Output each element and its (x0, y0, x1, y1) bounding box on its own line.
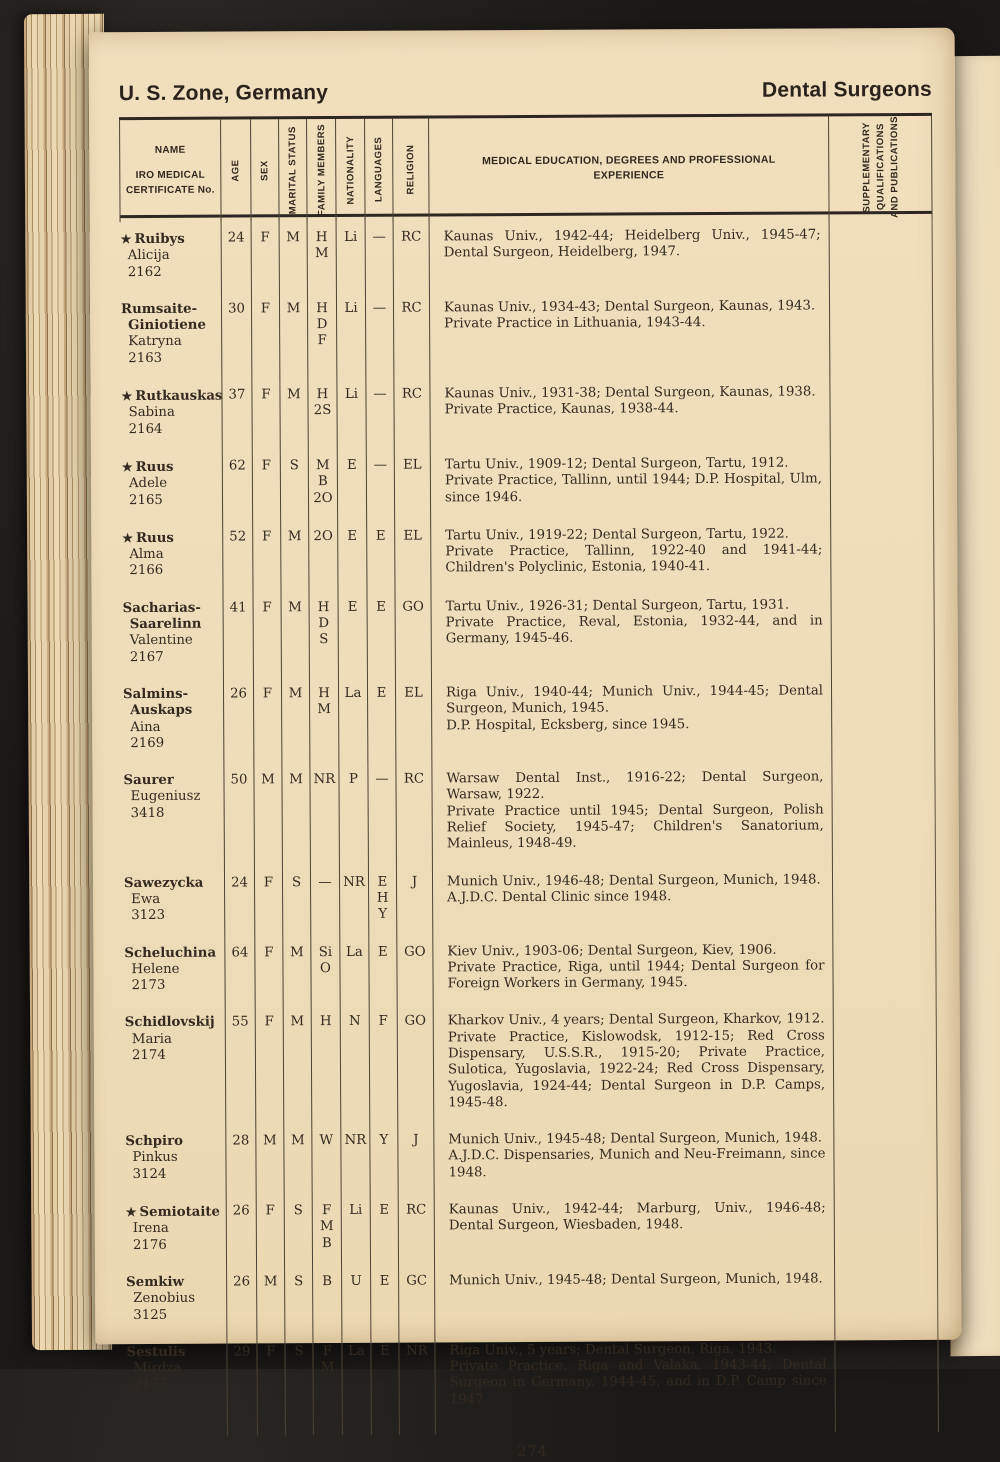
experience-cell (434, 1337, 834, 1434)
nationality-cell: La (338, 682, 367, 768)
name-cell (122, 769, 224, 872)
family-member-code: H (316, 300, 328, 316)
family-members-cell (307, 297, 336, 383)
family-member-code: — (318, 874, 332, 890)
name-column-header (119, 120, 221, 222)
language-code: — (372, 229, 386, 245)
supplementary-cell (833, 1007, 938, 1126)
age-cell: 28 (225, 1130, 255, 1200)
languages-cell (369, 1129, 397, 1199)
age-cell: 55 (225, 1011, 256, 1130)
family-member-code: M (314, 246, 329, 262)
name-header-line: CERTIFICATE No. (125, 184, 215, 197)
experience-column-header: MEDICAL EDUCATION, DEGREES AND PROFESSIONAL EXPERIENCE (428, 116, 829, 220)
directory-table (119, 113, 939, 1436)
family-member-code: D (318, 616, 330, 632)
family-member-code: H (317, 599, 330, 615)
marital-status-cell: M (280, 525, 308, 596)
experience-paragraph: Private Practice until 1945; Dental Surgeon, Polish Relief Society, 1945-47; Children's Sanatorium, Mainleus, 1948-49. (446, 802, 824, 852)
experience-paragraph: Kiev Univ., 1903-06; Dental Surgeon, Kiev, 1906. (447, 942, 777, 959)
certificate-number: 2174 (131, 1047, 166, 1064)
family-member-code: B (321, 1235, 332, 1251)
surname-line: Sawezycka (123, 875, 204, 891)
experience-cell (431, 679, 831, 767)
certificate-number: 2165 (128, 492, 163, 508)
given-name: Adele (128, 476, 168, 492)
experience-paragraph: Kaunas Univ., 1942-44; Heidelberg Univ., 1945-47; Dental Surgeon, Heidelberg, 1947. (443, 227, 821, 261)
family-members-cell (309, 682, 338, 768)
family-member-code: O (319, 960, 331, 976)
family-members-cell (309, 768, 339, 871)
family-member-code: H (318, 685, 330, 702)
experience-paragraph: Private Practice in Lithuania, 1943-44. (444, 315, 706, 332)
certificate-number: 2173 (131, 977, 166, 994)
sex-cell: F (252, 454, 280, 525)
sex-cell: M (253, 768, 282, 871)
sex-cell: F (253, 682, 281, 768)
name-cell (125, 1200, 226, 1271)
surname-line: Scheluchina (124, 945, 217, 961)
given-name: Katryna (128, 334, 182, 350)
marital-status-cell: M (281, 596, 309, 682)
surname-line: Sacharias- (122, 600, 201, 616)
family-member-code: H (315, 230, 328, 246)
given-name: Eugeniusz (130, 789, 201, 805)
language-code: E (379, 1273, 390, 1289)
experience-cell (429, 214, 829, 296)
family-member-code: H (319, 1014, 332, 1030)
surname-line: Sestulis (126, 1344, 186, 1360)
supplementary-cell (831, 593, 935, 680)
family-members-cell (310, 940, 339, 1010)
family-member-code: W (319, 1133, 334, 1149)
surname-line: ★ Ruibys (120, 231, 185, 248)
experience-paragraph: Private Practice, Tallinn, 1922-40 and 1941-44; Children's Polyclinic, Estonia, 1940-41. (445, 542, 823, 576)
supplementary-cell (831, 679, 935, 766)
experience-cell (434, 1267, 834, 1339)
marital-status-cell: S (282, 871, 310, 941)
given-name: Valentine (129, 633, 193, 649)
name-cell (121, 525, 222, 596)
name-header-line: IRO MEDICAL (135, 169, 206, 181)
family-member-code: B (322, 1273, 333, 1290)
age-cell: 26 (226, 1199, 256, 1270)
given-name: Maria (131, 1031, 172, 1047)
religion-cell: J (397, 1129, 433, 1199)
language-code: Y (379, 1132, 389, 1148)
supplementary-cell (832, 937, 936, 1007)
religion-cell: GC (398, 1269, 434, 1339)
certificate-number: 2177 (133, 1377, 168, 1393)
nationality-cell: E (338, 596, 367, 682)
languages-cell (367, 595, 395, 681)
languages-cell (366, 525, 394, 596)
experience-paragraph: A.J.D.C. Dental Clinic since 1948. (447, 889, 672, 906)
name-cell (122, 683, 223, 770)
experience-paragraph: D.P. Hospital, Ecksberg, since 1945. (446, 716, 690, 733)
language-code: Y (378, 906, 388, 922)
given-name: Helene (131, 961, 180, 977)
marital-status-cell: S (284, 1270, 312, 1340)
marital-status-cell: M (282, 941, 310, 1011)
experience-paragraph: Private Practice, Reval, Estonia, 1932-44, and in Germany, 1945-46. (445, 613, 823, 647)
family-members-cell (311, 1129, 340, 1199)
given-name: Aina (130, 719, 161, 735)
experience-paragraph: Riga Univ., 1940-44; Munich Univ., 1944-45; Dental Surgeon, Munich, 1945. (445, 683, 824, 717)
name-cell (124, 1011, 226, 1130)
languages-cell (367, 768, 396, 871)
nationality-cell: NR (340, 1129, 369, 1199)
language-code: E (377, 944, 388, 960)
marital-status-cell: M (279, 297, 307, 383)
experience-paragraph: Munich Univ., 1945-48; Dental Surgeon, Munich, 1948. (448, 1130, 823, 1148)
language-code: — (373, 457, 388, 473)
family-members-column-header: FAMILY MEMBERS (306, 119, 336, 221)
star-icon: ★ (122, 530, 134, 545)
experience-paragraph: Tartu Univ., 1919-22; Dental Surgeon, Tartu, 1922. (445, 526, 789, 544)
name-cell (124, 1130, 225, 1200)
given-name: Ewa (131, 891, 161, 907)
family-member-code: 2O (313, 528, 333, 544)
page-number: 274 (517, 1443, 548, 1461)
page-titlebar (119, 78, 932, 106)
languages-cell (365, 383, 393, 454)
language-code: — (372, 300, 387, 316)
age-cell: 29 (226, 1340, 256, 1435)
certificate-number: 3125 (133, 1307, 168, 1323)
languages-cell (367, 682, 395, 768)
table-header-row (119, 113, 933, 218)
experience-paragraph: Private Practice, Riga, until 1944; Dental Surgeon for Foreign Workers in Germany, 1945. (447, 958, 825, 992)
certificate-number: 3418 (130, 805, 165, 821)
given-name: Mirdza (133, 1360, 182, 1377)
page-content (119, 78, 939, 1462)
family-members-cell (309, 596, 338, 682)
age-cell: 37 (221, 384, 251, 455)
nationality-cell: Li (336, 383, 365, 454)
surname-line: ★ Ruus (121, 459, 174, 476)
sex-cell: F (251, 297, 279, 383)
family-members-cell (307, 217, 336, 297)
sex-cell: F (252, 525, 280, 596)
supplementary-cell (834, 1267, 938, 1337)
supplementary-cell (833, 1126, 937, 1196)
name-cell (120, 218, 221, 298)
sex-cell: F (256, 1340, 284, 1435)
experience-paragraph: Private Practice, Riga and Valaka, 1943-44; Dental Surgeon in Germany, 1944-45, and in D.P. Camp since 1947. (449, 1357, 827, 1408)
family-members-cell (307, 383, 336, 454)
experience-paragraph: Kaunas Univ., 1931-38; Dental Surgeon, Kaunas, 1938. (444, 384, 816, 402)
supplementary-column-header: SUPPLEMENTARY QUALIFICATIONS AND PUBLICATIONS (828, 116, 933, 218)
surname-line: ★ Semiotaite (125, 1204, 221, 1221)
family-member-code: NR (313, 772, 336, 788)
supplementary-cell (830, 451, 934, 522)
language-code: E (380, 1343, 390, 1359)
language-code: — (373, 386, 387, 402)
sex-cell: F (255, 1011, 284, 1130)
family-members-cell (312, 1270, 341, 1340)
nationality-cell: N (340, 1010, 370, 1129)
languages-cell (368, 940, 396, 1010)
certificate-number: 2176 (132, 1237, 167, 1253)
supplementary-cell (829, 214, 933, 294)
languages-cell (366, 454, 394, 525)
religion-cell: RC (393, 383, 429, 454)
experience-paragraph: Tartu Univ., 1909-12; Dental Surgeon, Tartu, 1912. (444, 455, 789, 473)
name-cell (120, 297, 221, 384)
experience-paragraph: Kharkov Univ., 4 years; Dental Surgeon, Kharkov, 1912. (447, 1011, 825, 1029)
name-cell (123, 871, 224, 941)
experience-paragraph: A.J.D.C. Dispensaries, Munich and Neu-Freimann, since 1948. (448, 1146, 826, 1181)
supplementary-cell (829, 380, 933, 451)
given-name: Zenobius (133, 1290, 196, 1307)
supplementary-cell (834, 1196, 938, 1267)
name-header-line: NAME (154, 144, 186, 157)
family-member-code: B (317, 474, 328, 490)
certificate-number: 2169 (130, 735, 165, 751)
languages-cell (370, 1340, 398, 1435)
family-member-code: F (322, 1343, 333, 1359)
family-member-code: M (319, 1219, 334, 1235)
age-cell: 24 (221, 217, 251, 297)
family-member-code: F (322, 1203, 332, 1219)
marital-status-cell: S (284, 1199, 312, 1270)
sex-cell: M (256, 1270, 284, 1340)
age-cell: 24 (224, 871, 254, 941)
nationality-cell: La (341, 1340, 370, 1435)
surname-line: Giniotiene (128, 317, 206, 334)
surname-line: Semkiw (126, 1274, 185, 1291)
supplementary-cell (834, 1337, 938, 1433)
family-member-code: D (316, 317, 328, 333)
experience-paragraph: Kaunas Univ., 1934-43; Dental Surgeon, Kaunas, 1943. (443, 298, 816, 316)
age-cell: 62 (222, 454, 252, 525)
marital-status-cell: S (280, 454, 308, 525)
family-members-cell (308, 454, 337, 525)
name-cell (121, 455, 222, 526)
experience-cell (433, 1008, 834, 1129)
language-code: E (377, 874, 388, 890)
religion-cell: J (396, 870, 432, 940)
surname-line: ★ Rutkauskas (121, 388, 223, 405)
certificate-number: 2163 (128, 350, 163, 366)
sex-cell: F (254, 871, 282, 941)
languages-cell (365, 297, 393, 383)
surname-line: Schidlovskij (124, 1015, 215, 1031)
nationality-cell: Li (336, 297, 365, 383)
experience-paragraph: Riga Univ., 5 years; Dental Surgeon, Riga, 1943. (449, 1341, 777, 1359)
languages-cell (370, 1270, 398, 1340)
experience-cell (433, 1127, 833, 1199)
religion-cell: EL (394, 524, 430, 595)
experience-cell (432, 938, 832, 1010)
experience-paragraph: Tartu Univ., 1926-31; Dental Surgeon, Tartu, 1931. (445, 597, 790, 615)
marital-status-cell: M (283, 1129, 311, 1199)
marital-status-cell: M (279, 217, 307, 297)
star-icon: ★ (121, 460, 133, 475)
languages-cell (365, 217, 393, 297)
marital-status-cell: M (279, 383, 307, 454)
family-members-cell (312, 1199, 341, 1270)
family-members-cell (310, 871, 339, 941)
family-member-code: S (319, 632, 329, 648)
languages-cell (370, 1199, 398, 1270)
religion-cell: NR (398, 1339, 434, 1434)
document-page (89, 28, 962, 1461)
sex-cell: F (251, 217, 279, 297)
religion-column-header: RELIGION (392, 118, 429, 220)
family-members-cell (308, 525, 337, 596)
certificate-number: 2162 (127, 264, 162, 280)
religion-cell: RC (393, 296, 429, 382)
family-member-code: M (315, 457, 330, 474)
surname-line: Saurer (123, 772, 174, 789)
family-member-code: F (317, 333, 327, 349)
zone-title: U. S. Zone, Germany (118, 81, 329, 106)
name-cell (125, 1271, 226, 1341)
experience-paragraph: Munich Univ., 1946-48; Dental Surgeon, Munich, 1948. (446, 872, 821, 890)
experience-paragraph: Private Practice, Kaunas, 1938-44. (444, 401, 679, 418)
certificate-number: 2167 (129, 649, 164, 665)
marital-status-cell: M (281, 768, 310, 871)
languages-cell (369, 1010, 398, 1129)
languages-cell (368, 870, 396, 940)
experience-paragraph: Warsaw Dental Inst., 1916-22; Dental Surgeon, Warsaw, 1922. (446, 769, 824, 803)
age-cell: 50 (223, 769, 254, 872)
age-cell: 26 (226, 1270, 256, 1340)
religion-cell: RC (395, 768, 432, 871)
language-code: E (376, 599, 386, 615)
star-icon: ★ (121, 389, 133, 404)
name-cell (122, 596, 223, 683)
surname-line: Auskaps (130, 702, 193, 719)
experience-paragraph: Private Practice, Kislowodsk, 1912-15; Red Cross Dispensary, U.S.S.R., 1915-20; Private Practice, Sulotica, Yugoslavia, 1922-24; Red Cross Dispensary, Yugoslavia, 1924-44; Dental Surgeon in D.P. Camps, 1945-48. (447, 1028, 826, 1111)
name-cell (123, 941, 224, 1011)
given-name: Pinkus (132, 1150, 178, 1166)
language-code: — (375, 771, 389, 787)
sex-cell: F (254, 941, 282, 1011)
experience-cell (431, 766, 832, 871)
sex-cell: M (255, 1129, 283, 1199)
surname-line: Saarelinn (129, 616, 202, 633)
given-name: Irena (132, 1221, 169, 1237)
supplementary-cell (829, 294, 933, 381)
experience-cell (430, 451, 830, 524)
family-member-code: 2S (313, 403, 332, 419)
family-member-code: Si (318, 944, 333, 960)
religion-cell: GO (396, 940, 432, 1010)
star-icon: ★ (125, 1205, 137, 1220)
marital-status-column-header: MARITAL STATUS (278, 119, 307, 221)
religion-cell: GO (397, 1010, 434, 1129)
marital-status-cell: M (281, 682, 309, 768)
nationality-column-header: NATIONALITY (335, 119, 365, 221)
certificate-number: 2166 (129, 563, 164, 579)
religion-cell: RC (398, 1199, 434, 1270)
table-body (120, 214, 939, 1436)
nationality-cell: Li (341, 1199, 370, 1270)
age-cell: 30 (221, 297, 251, 383)
sex-cell: F (253, 596, 281, 682)
religion-cell: EL (394, 453, 430, 524)
language-code: E (376, 685, 387, 701)
nationality-cell: NR (339, 870, 368, 940)
experience-cell (429, 294, 829, 382)
sex-cell: F (251, 383, 279, 454)
surname-line: Rumsaite- (120, 301, 198, 318)
surname-line: Salmins- (122, 686, 189, 703)
given-name: Alicija (127, 248, 170, 264)
nationality-cell: P (338, 768, 368, 871)
experience-paragraph: Private Practice, Tallinn, until 1944; D.P. Hospital, Ulm, since 1946. (444, 471, 822, 505)
certificate-number: 2164 (128, 421, 163, 437)
religion-cell: RC (393, 216, 429, 296)
star-icon: ★ (120, 232, 132, 247)
marital-status-cell: M (283, 1011, 312, 1130)
family-members-cell (311, 1010, 341, 1129)
language-code: H (376, 890, 389, 906)
language-code: F (378, 1014, 388, 1030)
language-code: E (379, 1202, 390, 1218)
experience-paragraph: Munich Univ., 1945-48; Dental Surgeon, Munich, 1948. (449, 1271, 823, 1289)
experience-cell (431, 593, 831, 681)
certificate-number: 3124 (132, 1166, 167, 1182)
age-cell: 52 (222, 525, 252, 596)
surname-line: ★ Ruus (122, 530, 174, 546)
nationality-cell: E (337, 525, 366, 596)
family-member-code: M (320, 1360, 335, 1376)
name-cell (120, 384, 221, 455)
age-cell: 64 (224, 941, 254, 1011)
languages-column-header: LANGUAGES (364, 119, 393, 221)
age-cell: 26 (223, 682, 253, 768)
experience-cell (430, 522, 830, 595)
language-code: E (375, 528, 386, 544)
experience-cell (429, 380, 829, 453)
given-name: Sabina (128, 405, 175, 421)
nationality-cell: E (337, 454, 366, 525)
age-cell: 41 (223, 596, 253, 682)
marital-status-cell: S (284, 1340, 312, 1435)
experience-cell (432, 868, 832, 940)
supplementary-cell (832, 867, 936, 937)
experience-cell (434, 1196, 834, 1269)
family-members-cell (312, 1340, 341, 1435)
surname-line: Schpiro (125, 1133, 184, 1150)
nationality-cell: Li (336, 217, 365, 297)
name-cell (125, 1340, 226, 1436)
family-member-code: M (317, 702, 331, 718)
family-member-code: 2O (313, 490, 333, 506)
supplementary-cell (830, 522, 934, 593)
sex-column-header: SEX (250, 119, 279, 221)
age-column-header: AGE (220, 119, 251, 221)
nationality-cell: La (339, 940, 368, 1010)
sex-cell: F (256, 1199, 284, 1270)
religion-cell: GO (395, 595, 431, 681)
certificate-number: 3123 (131, 908, 166, 924)
nationality-cell: U (341, 1270, 370, 1340)
supplementary-cell (831, 765, 936, 868)
given-name: Alma (129, 547, 164, 563)
family-member-code: H (316, 387, 329, 403)
section-title: Dental Surgeons (761, 77, 932, 102)
religion-cell: EL (395, 681, 431, 767)
experience-paragraph: Kaunas Univ., 1942-44; Marburg, Univ., 1946-48; Dental Surgeon, Wiesbaden, 1948. (448, 1200, 826, 1234)
